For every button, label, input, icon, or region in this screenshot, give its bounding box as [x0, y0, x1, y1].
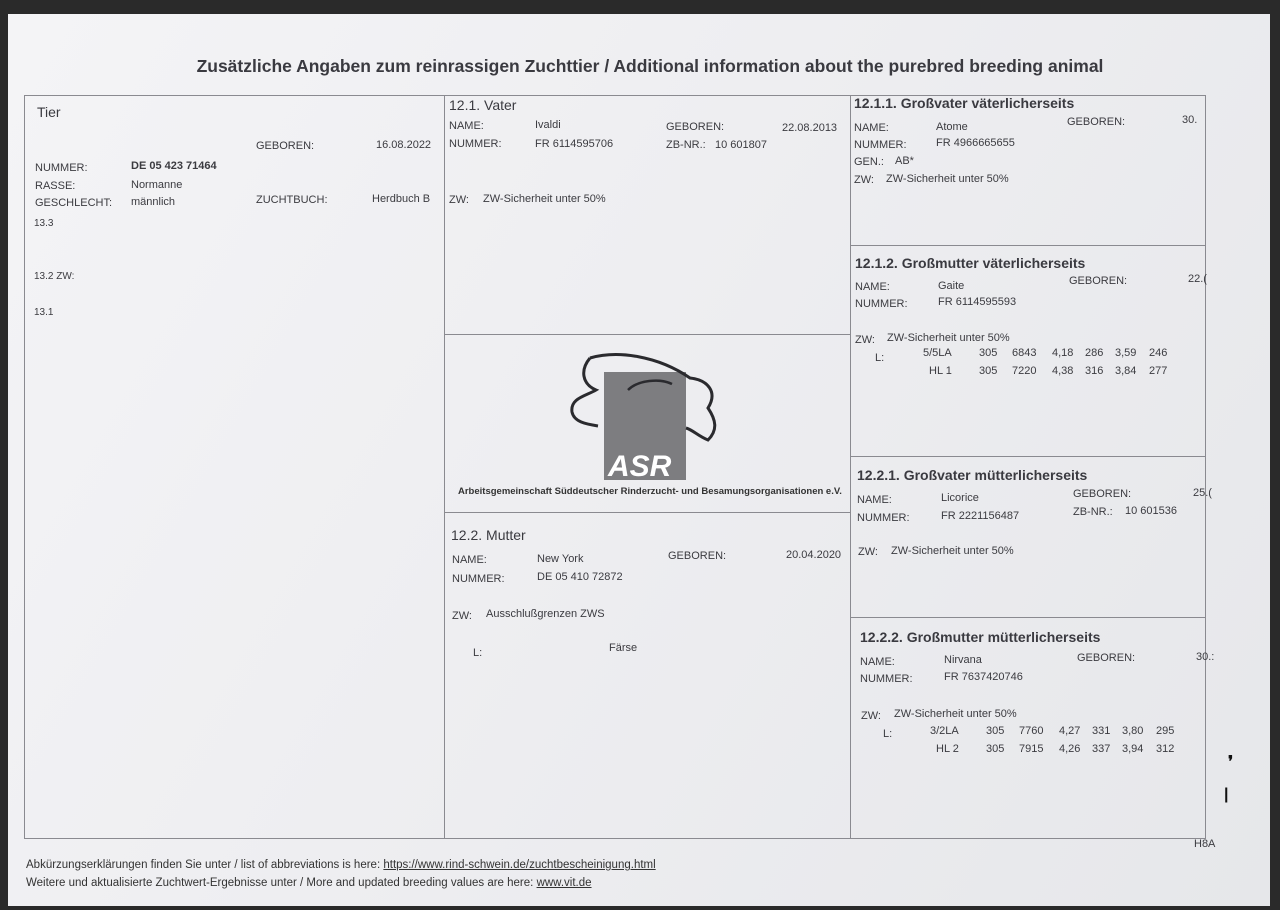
tier-nummer-value: DE 05 423 71464 [131, 160, 217, 172]
asr-logo-text: ASR [608, 450, 672, 483]
lactation-cell: 312 [1156, 743, 1175, 755]
gv-v-gen-value: AB* [895, 155, 914, 167]
lactation-cell: 305 [979, 347, 998, 359]
vater-zbnr-label: ZB-NR.: [666, 139, 706, 151]
lactation-cell: 305 [986, 743, 1005, 755]
gm-m-l-label: L: [883, 728, 893, 740]
gv-v-zw-value: ZW-Sicherheit unter 50% [886, 173, 1009, 185]
gm-v-heading: 12.1.2. Großmutter väterlicherseits [855, 255, 1086, 271]
asr-logo [568, 350, 728, 485]
gv-m-zw-value: ZW-Sicherheit unter 50% [891, 545, 1014, 557]
vater-name-label: NAME: [449, 120, 484, 132]
gm-v-zw-label: ZW: [855, 334, 875, 346]
vater-zw-value: ZW-Sicherheit unter 50% [483, 193, 606, 205]
lactation-cell: 277 [1149, 365, 1168, 377]
mutter-name-value: New York [537, 553, 584, 565]
lactation-cell: 6843 [1012, 347, 1037, 359]
gv-m-zbnr-value: 10 601536 [1125, 505, 1177, 517]
tier-zuchtbuch-label: ZUCHTBUCH: [256, 194, 328, 206]
lactation-cell: 3,84 [1115, 365, 1137, 377]
divider-grandparents [850, 95, 851, 839]
lactation-cell: 3/2LA [930, 725, 959, 737]
gm-m-zw-value: ZW-Sicherheit unter 50% [894, 708, 1017, 720]
lactation-cell: 4,38 [1052, 365, 1074, 377]
gv-m-heading: 12.2.1. Großvater mütterlicherseits [857, 467, 1088, 483]
gv-m-geboren-label: GEBOREN: [1073, 488, 1132, 500]
lactation-cell: 337 [1092, 743, 1111, 755]
gv-v-zw-label: ZW: [854, 174, 874, 186]
gm-m-nummer-value: FR 7637420746 [944, 671, 1023, 683]
lactation-cell: 316 [1085, 365, 1104, 377]
mutter-nummer-value: DE 05 410 72872 [537, 571, 623, 583]
divider-gv-m [850, 617, 1206, 618]
mutter-zw-label: ZW: [452, 610, 472, 622]
tier-nummer-label: NUMMER: [35, 162, 88, 174]
tier-geboren-value: 16.08.2022 [376, 139, 432, 151]
vater-geboren-value: 22.08.2013 [782, 122, 838, 134]
vater-heading: 12.1. Vater [449, 97, 517, 113]
gm-v-geboren-label: GEBOREN: [1069, 275, 1128, 287]
page-title: Zusätzliche Angaben zum reinrassigen Zuchttier / Additional information about the purebred breeding animal [196, 56, 1104, 76]
gm-v-l-label: L: [875, 352, 885, 364]
gm-m-nummer-label: NUMMER: [860, 673, 913, 685]
gm-m-geboren-label: GEBOREN: [1077, 652, 1136, 664]
divider-gv-v [850, 245, 1206, 246]
gm-v-zw-value: ZW-Sicherheit unter 50% [887, 332, 1010, 344]
lactation-cell: 295 [1156, 725, 1175, 737]
gm-v-nummer-value: FR 6114595593 [938, 296, 1017, 308]
gv-v-name-value: Atome [936, 121, 968, 133]
footer-breeding-values-text: Weitere und aktualisierte Zuchtwert-Ergebnisse unter / More and updated breeding values are here: [26, 877, 534, 889]
gv-m-zw-label: ZW: [858, 546, 878, 558]
divider-vater-bottom [444, 334, 850, 335]
footer-code: H8A [1194, 838, 1216, 850]
tier-geboren-label: GEBOREN: [256, 140, 315, 152]
vater-nummer-label: NUMMER: [449, 138, 502, 150]
gv-m-geboren-value: 25.( [1193, 487, 1212, 499]
gm-v-nummer-label: NUMMER: [855, 298, 908, 310]
lactation-cell: 3,59 [1115, 347, 1137, 359]
punch-mark-top: ❜ [1228, 754, 1234, 771]
footer-abbreviations-link[interactable]: https://www.rind-schwein.de/zuchtbescheinigung.html [383, 859, 656, 871]
gm-v-name-value: Gaite [938, 280, 965, 292]
gv-v-geboren-value: 30. [1182, 114, 1198, 126]
mutter-l-label: L: [473, 647, 483, 659]
gm-m-heading: 12.2.2. Großmutter mütterlicherseits [860, 629, 1101, 645]
gv-v-gen-label: GEN.: [854, 156, 884, 168]
lactation-cell: 331 [1092, 725, 1111, 737]
divider-logo-bottom [444, 512, 850, 513]
lactation-cell: 305 [986, 725, 1005, 737]
tier-field-13-1: 13.1 [34, 307, 54, 318]
lactation-cell: 4,27 [1059, 725, 1081, 737]
gv-v-nummer-value: FR 4966665655 [936, 137, 1015, 149]
lactation-cell: 286 [1085, 347, 1104, 359]
vater-name-value: Ivaldi [535, 119, 561, 131]
lactation-cell: 7915 [1019, 743, 1044, 755]
punch-mark-bottom: | [1224, 786, 1229, 803]
gv-v-name-label: NAME: [854, 122, 889, 134]
lactation-cell: 4,18 [1052, 347, 1074, 359]
lactation-cell: 3,94 [1122, 743, 1144, 755]
gv-m-nummer-value: FR 2221156487 [941, 510, 1020, 522]
divider-tier [444, 95, 445, 839]
gv-m-nummer-label: NUMMER: [857, 512, 910, 524]
lactation-cell: 5/5LA [923, 347, 952, 359]
footer-abbreviations [26, 859, 656, 871]
vater-zbnr-value: 10 601807 [715, 139, 767, 151]
mutter-zw-value: Ausschlußgrenzen ZWS [486, 608, 605, 620]
tier-rasse-value: Normanne [131, 179, 183, 191]
gm-m-name-value: Nirvana [944, 654, 982, 666]
footer-breeding-values-link[interactable]: www.vit.de [536, 877, 592, 889]
tier-zuchtbuch-value: Herdbuch B [372, 193, 431, 205]
divider-gm-v [850, 456, 1206, 457]
lactation-cell: 4,26 [1059, 743, 1081, 755]
gm-m-name-label: NAME: [860, 656, 895, 668]
tier-geschlecht-value: männlich [131, 196, 176, 208]
gv-m-zbnr-label: ZB-NR.: [1073, 506, 1113, 518]
gv-v-nummer-label: NUMMER: [854, 139, 907, 151]
lactation-cell: HL 1 [929, 365, 952, 377]
tier-heading: Tier [37, 104, 61, 120]
lactation-cell: 305 [979, 365, 998, 377]
gv-m-name-value: Licorice [941, 492, 979, 504]
lactation-cell: 7220 [1012, 365, 1037, 377]
asr-logo-subtitle: Arbeitsgemeinschaft Süddeutscher Rinderzucht- und Besamungsorganisationen e.V. [458, 486, 842, 497]
tier-field-13-2: 13.2 ZW: [34, 271, 75, 282]
footer-abbreviations-text: Abkürzungserklärungen finden Sie unter / list of abbreviations is here: [26, 859, 381, 871]
lactation-cell: 7760 [1019, 725, 1044, 737]
footer-breeding-values [26, 877, 592, 889]
lactation-cell: HL 2 [936, 743, 959, 755]
tier-field-13-3: 13.3 [34, 218, 54, 229]
mutter-nummer-label: NUMMER: [452, 573, 505, 585]
gv-m-name-label: NAME: [857, 494, 892, 506]
tier-rasse-label: RASSE: [35, 180, 76, 192]
mutter-l-value: Färse [609, 642, 638, 654]
mutter-name-label: NAME: [452, 554, 487, 566]
gm-v-geboren-value: 22.( [1188, 273, 1207, 285]
vater-nummer-value: FR 6114595706 [535, 138, 614, 150]
lactation-cell: 246 [1149, 347, 1168, 359]
mutter-heading: 12.2. Mutter [451, 527, 526, 543]
gm-m-geboren-value: 30.: [1196, 651, 1215, 663]
gm-v-name-label: NAME: [855, 281, 890, 293]
gm-m-zw-label: ZW: [861, 710, 881, 722]
gv-v-heading: 12.1.1. Großvater väterlicherseits [854, 95, 1075, 111]
gv-v-geboren-label: GEBOREN: [1067, 116, 1126, 128]
tier-geschlecht-label: GESCHLECHT: [35, 197, 113, 209]
mutter-geboren-value: 20.04.2020 [786, 549, 842, 561]
lactation-cell: 3,80 [1122, 725, 1144, 737]
mutter-geboren-label: GEBOREN: [668, 550, 727, 562]
vater-geboren-label: GEBOREN: [666, 121, 725, 133]
vater-zw-label: ZW: [449, 194, 469, 206]
